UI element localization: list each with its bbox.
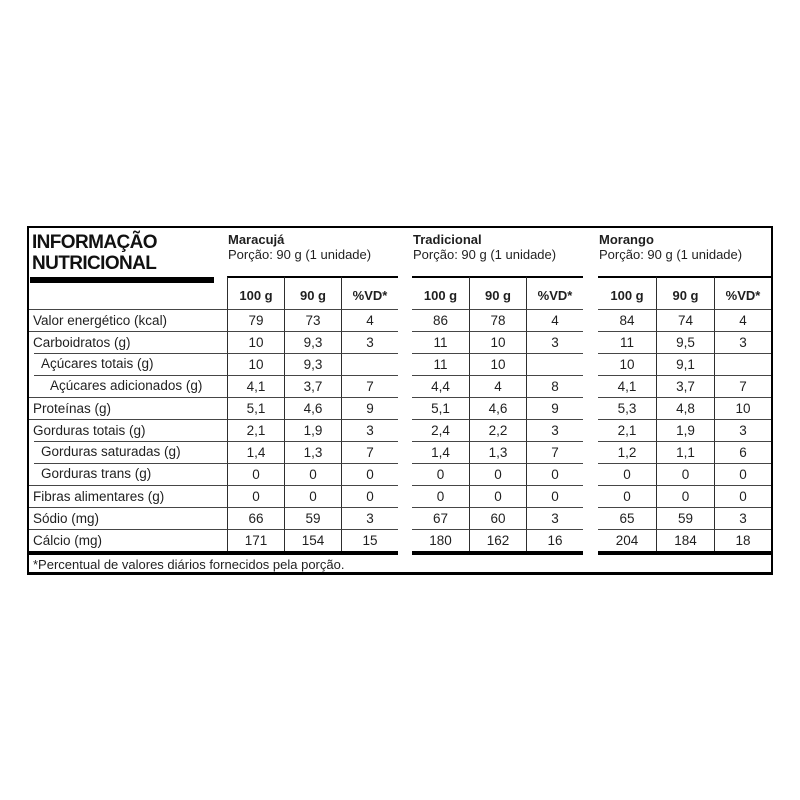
value-cell: 0 <box>412 485 469 507</box>
value-cell: 4 <box>714 309 771 331</box>
value-cell: 0 <box>526 485 583 507</box>
value-cell: 5,1 <box>412 397 469 419</box>
product-portion: Porção: 90 g (1 unidade) <box>599 247 743 262</box>
column-header-vd: %VD* <box>341 283 398 309</box>
value-cell: 0 <box>714 463 771 485</box>
value-cell: 1,1 <box>656 441 714 463</box>
value-cell: 15 <box>341 529 398 551</box>
group-top-rule <box>341 276 398 283</box>
footnote: *Percentual de valores diários fornecidos pela porção. <box>33 557 345 572</box>
column-header-100g: 100 g <box>423 288 458 303</box>
column-gap <box>398 283 412 309</box>
value-cell: 1,9 <box>284 419 341 441</box>
value-cell: 3 <box>526 331 583 353</box>
value-cell: 67 <box>412 507 469 529</box>
value-cell: 3,7 <box>284 375 341 397</box>
value-cell: 10 <box>598 353 656 375</box>
column-gap <box>398 331 412 353</box>
column-gap <box>398 485 412 507</box>
value-cell: 9,3 <box>284 353 341 375</box>
column-gap <box>583 397 598 419</box>
column-gap <box>398 375 412 397</box>
value-cell: 4,1 <box>598 375 656 397</box>
column-gap <box>583 276 598 283</box>
value-cell: 8 <box>526 375 583 397</box>
product-header-maracuja <box>227 228 398 276</box>
value-cell: 0 <box>284 463 341 485</box>
value-cell: 0 <box>714 485 771 507</box>
value-cell: 0 <box>227 485 284 507</box>
value-cell: 9,5 <box>656 331 714 353</box>
value-cell: 9 <box>526 397 583 419</box>
value-cell: 162 <box>469 529 526 551</box>
column-header-100g: 100 g <box>610 288 644 303</box>
value-cell: 10 <box>227 353 284 375</box>
column-header-vd: %VD* <box>526 283 583 309</box>
column-gap <box>583 485 598 507</box>
column-header-90g: 90 g <box>284 283 341 309</box>
value-cell: 2,4 <box>412 419 469 441</box>
value-cell: 0 <box>656 463 714 485</box>
title-line-1: INFORMAÇÃO <box>32 232 157 253</box>
value-cell: 3 <box>714 419 771 441</box>
value-cell: 1,2 <box>598 441 656 463</box>
group-top-rule <box>714 276 771 283</box>
column-gap <box>398 397 412 419</box>
column-gap <box>398 463 412 485</box>
value-cell: 0 <box>656 485 714 507</box>
row-label: Gorduras totais (g) <box>29 419 227 441</box>
product-portion: Porção: 90 g (1 unidade) <box>413 247 557 262</box>
column-gap <box>583 441 598 463</box>
value-cell: 11 <box>412 331 469 353</box>
value-cell: 4,4 <box>412 375 469 397</box>
value-cell: 4,1 <box>227 375 284 397</box>
value-cell: 7 <box>714 375 771 397</box>
column-gap <box>398 441 412 463</box>
column-header-90g: 90 g <box>656 283 714 309</box>
value-cell: 0 <box>284 485 341 507</box>
value-cell <box>526 353 583 375</box>
column-gap <box>398 309 412 331</box>
row-label: Cálcio (mg) <box>29 529 227 551</box>
column-gap <box>583 375 598 397</box>
table-title <box>29 228 227 276</box>
column-gap <box>398 507 412 529</box>
column-gap <box>583 507 598 529</box>
column-header-90g: 90 g <box>469 283 526 309</box>
value-cell: 2,2 <box>469 419 526 441</box>
column-gap <box>398 419 412 441</box>
value-cell: 5,3 <box>598 397 656 419</box>
group-top-rule <box>469 276 526 283</box>
value-cell: 3 <box>341 419 398 441</box>
value-cell: 0 <box>598 463 656 485</box>
value-cell: 0 <box>227 463 284 485</box>
value-cell: 1,9 <box>656 419 714 441</box>
row-label: Sódio (mg) <box>29 507 227 529</box>
value-cell: 9,3 <box>284 331 341 353</box>
value-cell: 84 <box>598 309 656 331</box>
value-cell: 2,1 <box>227 419 284 441</box>
column-gap <box>583 529 598 551</box>
value-cell: 0 <box>469 463 526 485</box>
value-cell: 59 <box>656 507 714 529</box>
value-cell: 184 <box>656 529 714 551</box>
value-cell: 4,8 <box>656 397 714 419</box>
value-cell: 180 <box>412 529 469 551</box>
group-top-rule <box>412 276 469 283</box>
column-gap <box>583 283 598 309</box>
value-cell: 5,1 <box>227 397 284 419</box>
group-top-rule <box>227 276 284 283</box>
value-cell: 0 <box>341 463 398 485</box>
value-cell: 10 <box>227 331 284 353</box>
column-gap <box>583 353 598 375</box>
value-cell: 73 <box>284 309 341 331</box>
value-cell: 9,1 <box>656 353 714 375</box>
value-cell: 4 <box>526 309 583 331</box>
value-cell: 66 <box>227 507 284 529</box>
value-cell: 6 <box>714 441 771 463</box>
row-label: Açúcares adicionados (g) <box>29 375 227 397</box>
value-cell: 11 <box>412 353 469 375</box>
value-cell: 7 <box>341 375 398 397</box>
column-gap <box>583 309 598 331</box>
label-column-spacer <box>29 283 227 309</box>
group-top-rule <box>284 276 341 283</box>
column-gap <box>583 228 598 276</box>
value-cell: 3 <box>526 419 583 441</box>
value-cell: 0 <box>526 463 583 485</box>
value-cell: 0 <box>341 485 398 507</box>
value-cell: 16 <box>526 529 583 551</box>
value-cell: 1,4 <box>412 441 469 463</box>
value-cell: 7 <box>341 441 398 463</box>
product-portion: Porção: 90 g (1 unidade) <box>228 247 372 262</box>
value-cell: 3 <box>526 507 583 529</box>
value-cell: 154 <box>284 529 341 551</box>
value-cell: 4,6 <box>284 397 341 419</box>
product-name: Maracujá <box>228 232 285 247</box>
column-gap <box>583 419 598 441</box>
column-gap <box>583 463 598 485</box>
value-cell: 2,1 <box>598 419 656 441</box>
row-label: Gorduras saturadas (g) <box>29 441 227 463</box>
row-label: Fibras alimentares (g) <box>29 485 227 507</box>
column-gap <box>398 529 412 551</box>
value-cell: 60 <box>469 507 526 529</box>
value-cell: 10 <box>714 397 771 419</box>
value-cell: 1,3 <box>284 441 341 463</box>
value-cell: 18 <box>714 529 771 551</box>
value-cell: 3 <box>714 331 771 353</box>
value-cell: 3 <box>341 331 398 353</box>
value-cell: 10 <box>469 331 526 353</box>
value-cell: 10 <box>469 353 526 375</box>
value-cell: 4 <box>341 309 398 331</box>
value-cell: 3 <box>341 507 398 529</box>
column-gap <box>583 331 598 353</box>
value-cell <box>714 353 771 375</box>
value-cell: 1,3 <box>469 441 526 463</box>
row-label: Açúcares totais (g) <box>29 353 227 375</box>
value-cell: 9 <box>341 397 398 419</box>
product-header-morango <box>598 228 771 276</box>
value-cell: 4 <box>469 375 526 397</box>
group-top-rule <box>526 276 583 283</box>
product-header-tradicional <box>412 228 583 276</box>
value-cell: 11 <box>598 331 656 353</box>
value-cell: 3,7 <box>656 375 714 397</box>
value-cell: 86 <box>412 309 469 331</box>
value-cell: 79 <box>227 309 284 331</box>
value-cell: 0 <box>598 485 656 507</box>
product-name: Morango <box>599 232 654 247</box>
column-header-vd: %VD* <box>714 283 771 309</box>
value-cell: 7 <box>526 441 583 463</box>
value-cell: 1,4 <box>227 441 284 463</box>
row-label: Proteínas (g) <box>29 397 227 419</box>
value-cell: 74 <box>656 309 714 331</box>
value-cell: 0 <box>412 463 469 485</box>
value-cell: 0 <box>469 485 526 507</box>
row-label: Gorduras trans (g) <box>29 463 227 485</box>
value-cell: 59 <box>284 507 341 529</box>
value-cell <box>341 353 398 375</box>
group-top-rule <box>656 276 714 283</box>
value-cell: 78 <box>469 309 526 331</box>
value-cell: 3 <box>714 507 771 529</box>
nutrition-facts-table <box>27 226 773 575</box>
product-name: Tradicional <box>413 232 482 247</box>
column-gap <box>398 353 412 375</box>
column-header-100g: 100 g <box>227 283 284 309</box>
column-gap <box>398 228 412 276</box>
title-line-2: NUTRICIONAL <box>32 253 157 274</box>
value-cell: 4,6 <box>469 397 526 419</box>
value-cell: 204 <box>598 529 656 551</box>
value-cell: 65 <box>598 507 656 529</box>
group-top-rule <box>598 276 656 283</box>
row-label: Carboidratos (g) <box>29 331 227 353</box>
value-cell: 171 <box>227 529 284 551</box>
row-label: Valor energético (kcal) <box>29 309 227 331</box>
column-gap <box>398 276 412 283</box>
